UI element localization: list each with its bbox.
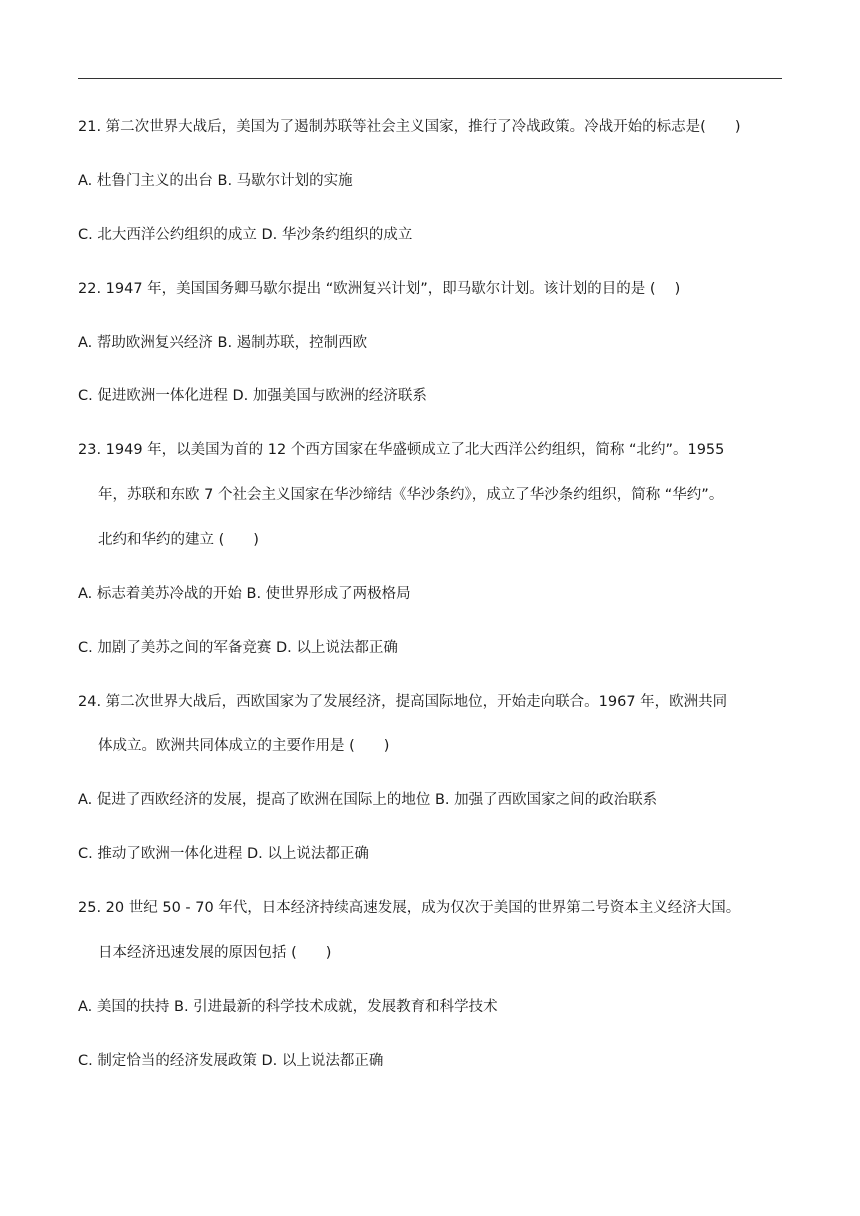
question-23-stem-line-2: 年，苏联和东欧 7 个社会主义国家在华沙缔结《华沙条约》，成立了华沙条约组织，简称 “华约”。 xyxy=(98,487,724,503)
question-24-options-ab: A. 促进了西欧经济的发展，提高了欧洲在国际上的地位 B. 加强了西欧国家之间的政治联系 xyxy=(78,792,658,808)
question-25-options-ab: A. 美国的扶持 B. 引进最新的科学技术成就，发展教育和科学技术 xyxy=(78,999,498,1015)
question-24-stem-line-1: 24. 第二次世界大战后，西欧国家为了发展经济，提高国际地位，开始走向联合。1967 年，欧洲共同 xyxy=(78,694,728,710)
header-rule xyxy=(78,78,782,79)
question-23-options-ab: A. 标志着美苏冷战的开始 B. 使世界形成了两极格局 xyxy=(78,586,411,602)
question-22-stem: 22. 1947 年，美国国务卿马歇尔提出 “欧洲复兴计划”，即马歇尔计划。该计划的目的是 ( ) xyxy=(78,281,681,297)
question-23-stem-line-3: 北约和华约的建立 ( ) xyxy=(98,532,259,548)
question-25-stem-line-2: 日本经济迅速发展的原因包括 ( ) xyxy=(98,945,332,961)
question-24-options-cd: C. 推动了欧洲一体化进程 D. 以上说法都正确 xyxy=(78,846,369,862)
question-23-options-cd: C. 加剧了美苏之间的军备竞赛 D. 以上说法都正确 xyxy=(78,640,398,656)
question-25-stem-line-1: 25. 20 世纪 50 - 70 年代，日本经济持续高速发展，成为仅次于美国的世界第二号资本主义经济大国。 xyxy=(78,900,741,916)
question-21-stem: 21. 第二次世界大战后，美国为了遏制苏联等社会主义国家，推行了冷战政策。冷战开始的标志是( ) xyxy=(78,119,741,135)
question-22-options-ab: A. 帮助欧洲复兴经济 B. 遏制苏联，控制西欧 xyxy=(78,335,368,351)
question-22-options-cd: C. 促进欧洲一体化进程 D. 加强美国与欧洲的经济联系 xyxy=(78,388,427,404)
question-21-options-cd: C. 北大西洋公约组织的成立 D. 华沙条约组织的成立 xyxy=(78,227,413,243)
question-25-options-cd: C. 制定恰当的经济发展政策 D. 以上说法都正确 xyxy=(78,1053,384,1069)
question-24-stem-line-2: 体成立。欧洲共同体成立的主要作用是 ( ) xyxy=(98,738,390,754)
question-23-stem-line-1: 23. 1949 年，以美国为首的 12 个西方国家在华盛顿成立了北大西洋公约组织，简称 “北约”。1955 xyxy=(78,442,725,458)
question-21-options-ab: A. 杜鲁门主义的出台 B. 马歇尔计划的实施 xyxy=(78,173,353,189)
